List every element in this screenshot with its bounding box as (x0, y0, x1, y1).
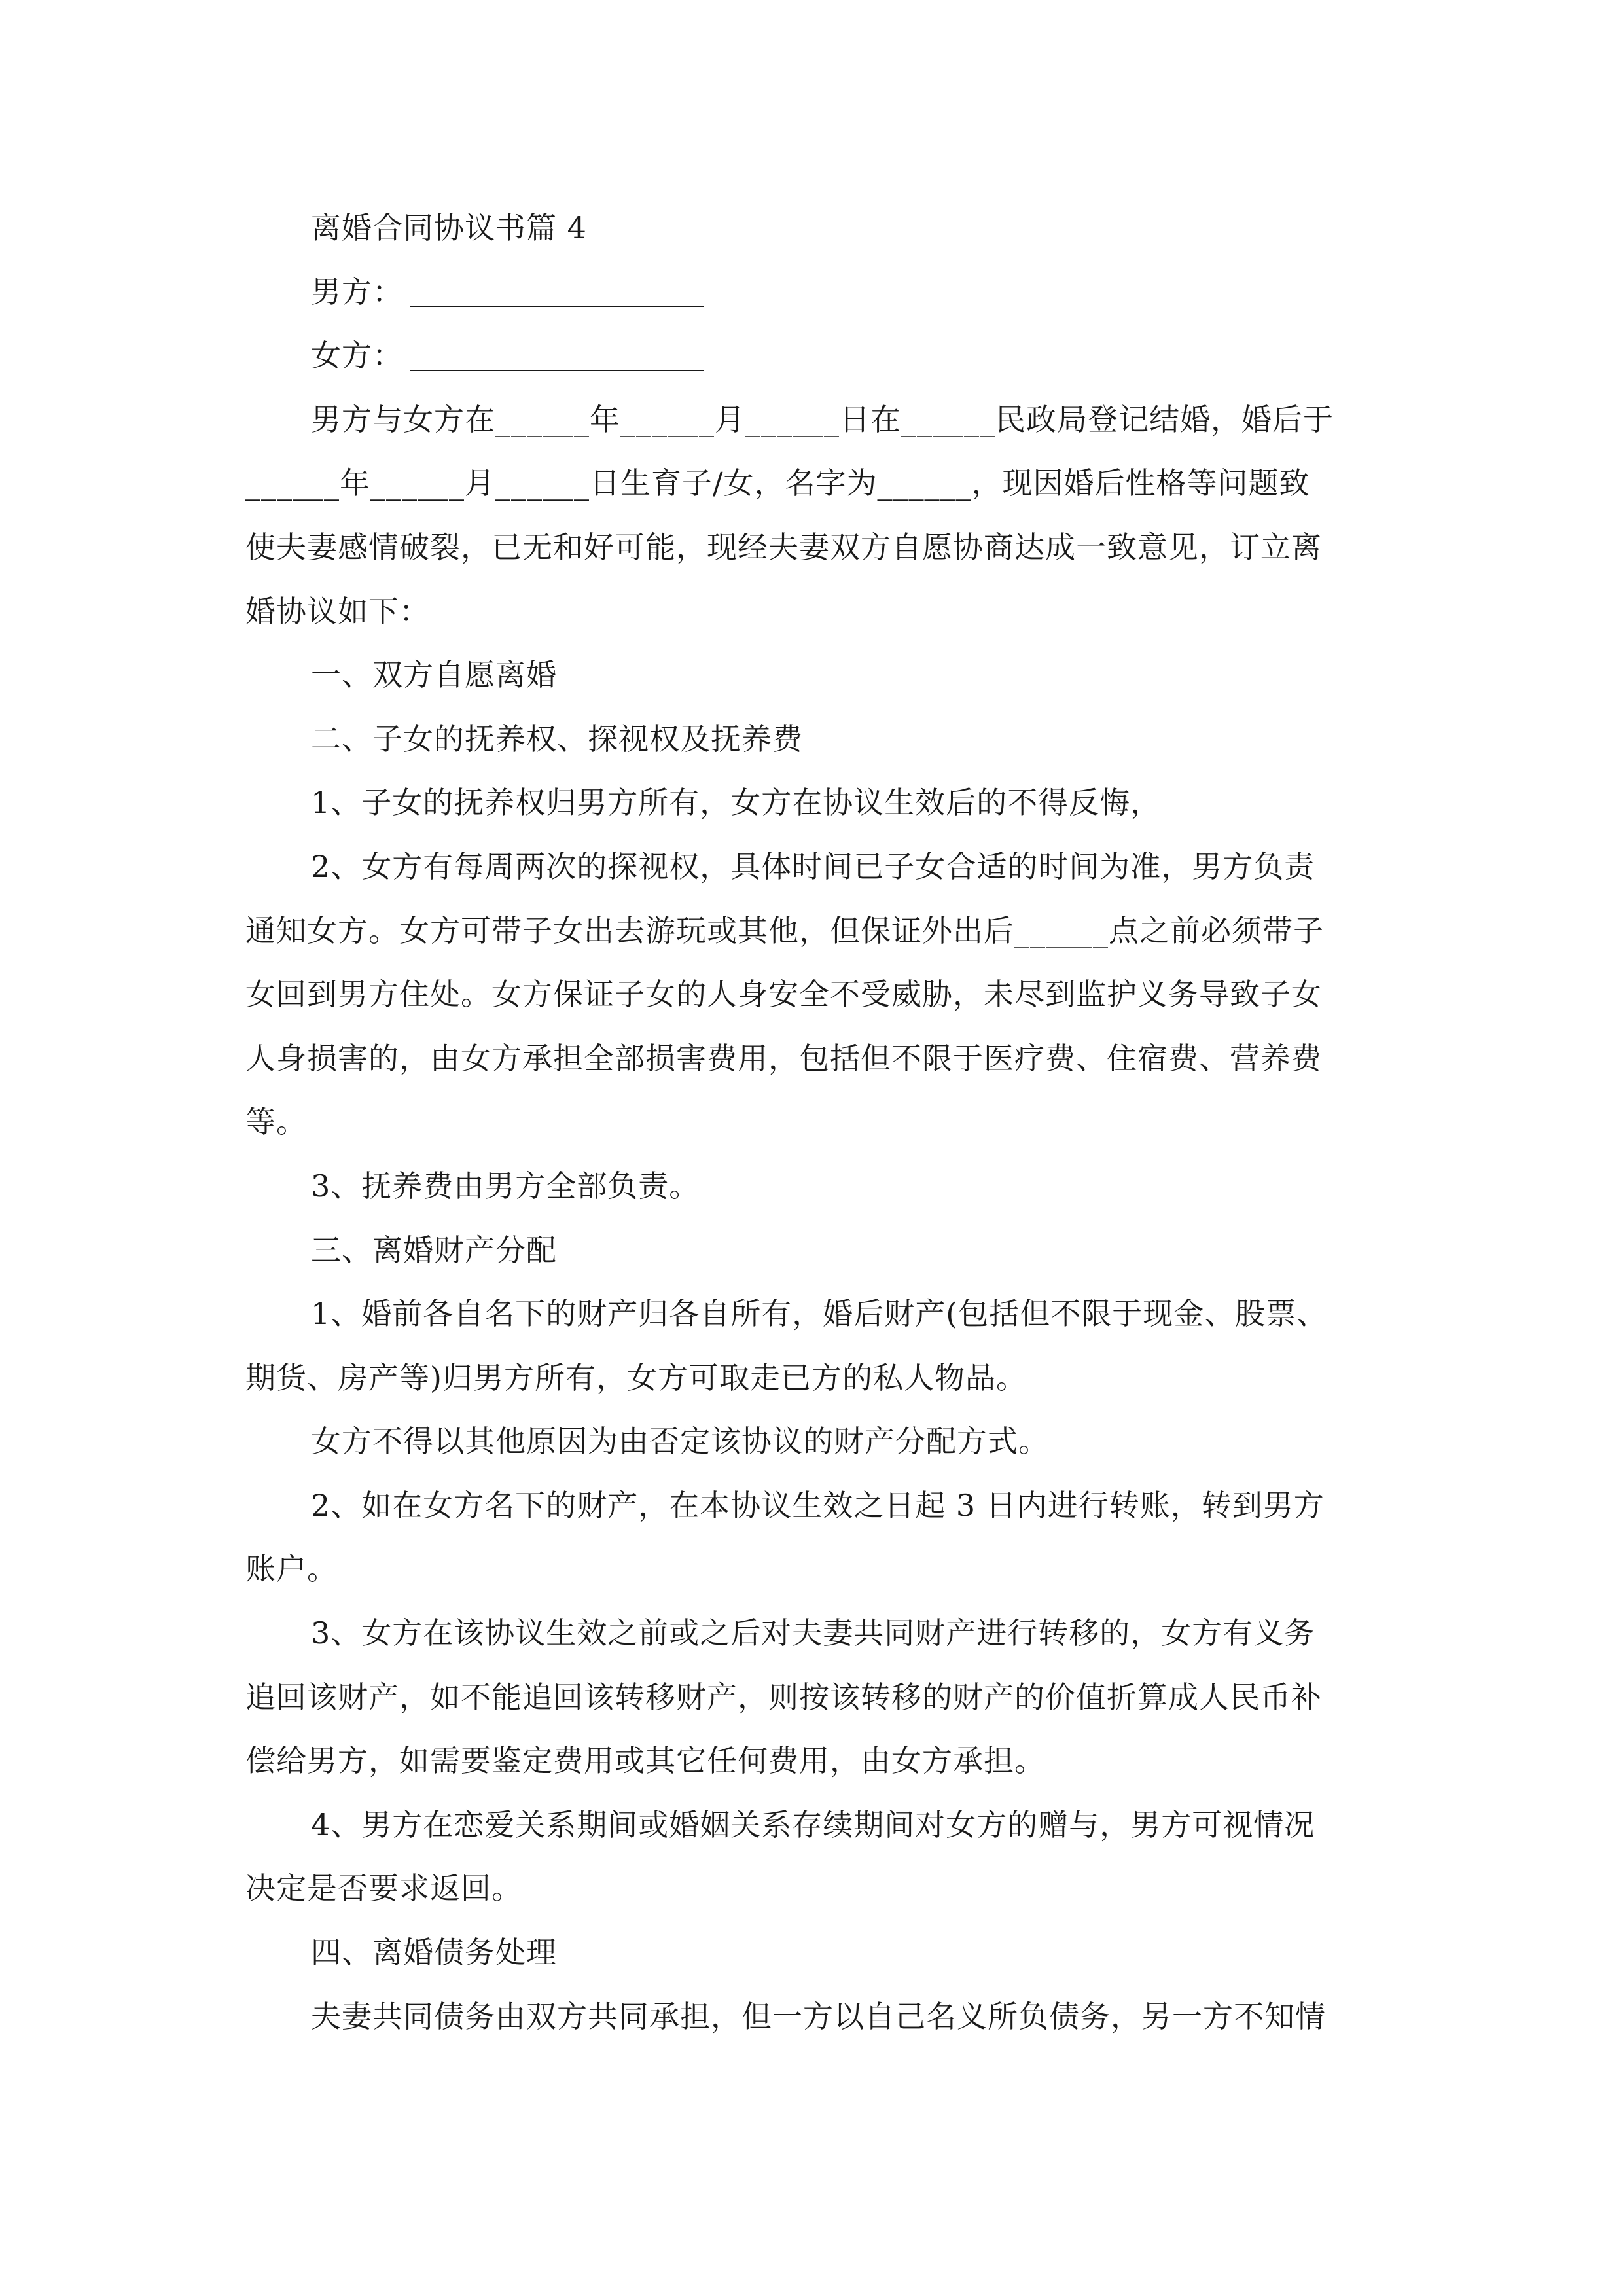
document-page (245, 196, 1397, 2049)
document-title: 离婚合同协议书篇 4 (311, 210, 587, 245)
text-line: 使夫妻感情破裂，已无和好可能，现经夫妻双方自愿协商达成一致意见，订立离 (245, 529, 1322, 565)
text-line: 夫妻共同债务由双方共同承担，但一方以自己名义所负债务，另一方不知情 (311, 1998, 1326, 2034)
text-line: 偿给男方，如需要鉴定费用或其它任何费用，由女方承担。 (245, 1743, 1045, 1779)
text-line: 1、子女的抚养权归男方所有，女方在协议生效后的不得反悔， (311, 785, 1162, 821)
text-line: ______年______月______日生育子/女，名字为______，现因婚后性格等问题致 (245, 465, 1310, 501)
section-heading: 一、双方自愿离婚 (311, 657, 557, 693)
female-party-blank (410, 369, 704, 371)
text-line: 1、婚前各自名下的财产归各自所有，婚后财产(包括但不限于现金、股票、 (311, 1296, 1328, 1332)
text-line: 4、男方在恋爱关系期间或婚姻关系存续期间对女方的赠与，男方可视情况 (311, 1806, 1315, 1842)
text-line: 决定是否要求返回。 (245, 1871, 522, 1907)
text-line: 人身损害的，由女方承担全部损害费用，包括但不限于医疗费、住宿费、营养费 (245, 1040, 1322, 1076)
text-line: 2、女方有每周两次的探视权，具体时间已子女合适的时间为准，男方负责 (311, 848, 1315, 884)
female-party-label: 女方： (311, 338, 403, 374)
male-party-line (245, 260, 1397, 325)
section-heading: 四、离婚债务处理 (311, 1935, 557, 1971)
female-party-line (245, 324, 1397, 388)
text-line: 2、如在女方名下的财产，在本协议生效之日起 3 日内进行转账，转到男方 (311, 1487, 1325, 1523)
text-line: 等。 (245, 1104, 307, 1140)
male-party-blank (410, 305, 704, 307)
text-line: 女回到男方住处。女方保证子女的人身安全不受威胁，未尽到监护义务导致子女 (245, 977, 1322, 1013)
text-line: 3、女方在该协议生效之前或之后对夫妻共同财产进行转移的，女方有义务 (311, 1615, 1315, 1651)
text-line: 期货、房产等)归男方所有，女方可取走已方的私人物品。 (245, 1359, 1027, 1395)
text-line: 追回该财产，如不能追回该转移财产，则按该转移的财产的价值折算成人民币补 (245, 1679, 1322, 1715)
text-line: 通知女方。女方可带子女出去游玩或其他，但保证外出后______点之前必须带子 (245, 912, 1324, 948)
section-heading: 二、子女的抚养权、探视权及抚养费 (311, 721, 803, 757)
text-line: 3、抚养费由男方全部负责。 (311, 1168, 700, 1204)
male-party-label: 男方： (311, 274, 403, 310)
text-line: 账户。 (245, 1551, 338, 1587)
section-heading: 三、离婚财产分配 (311, 1232, 557, 1268)
text-line: 男方与女方在______年______月______日在______民政局登记结婚，婚后于 (311, 401, 1334, 437)
text-line: 婚协议如下： (245, 593, 430, 629)
text-line: 女方不得以其他原因为由否定该协议的财产分配方式。 (311, 1424, 1049, 1460)
